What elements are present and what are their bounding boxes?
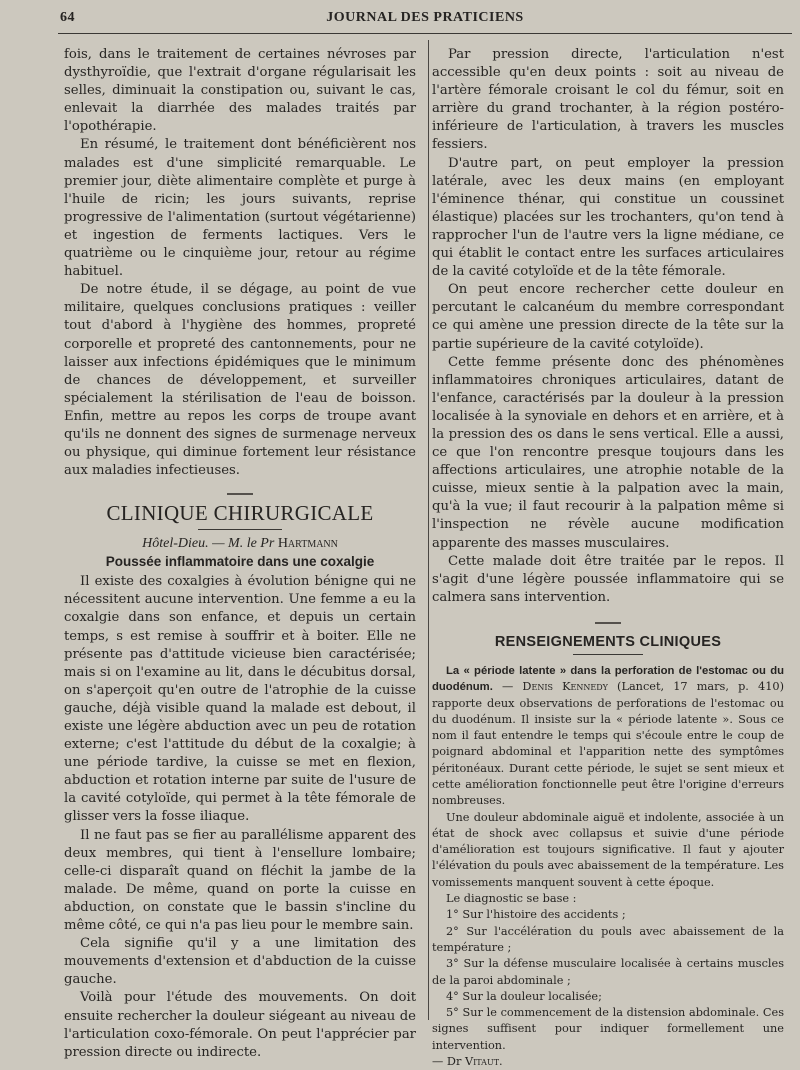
paragraph: Il ne faut pas se fier au parallélisme apparent des deux membres, qui tient à l'ensellure lombaire; celle-ci disparaît quand on fléchit la jambe de la malade. De même, quand on porte la cuisse en abduction, on constate que le bassin s'incline du même côté, ce qui n'a pas lieu pour le membre sain.	[64, 827, 416, 934]
paragraph: De notre étude, il se dégage, au point de vue militaire, quelques conclusions pratiques : veiller tout d'abord à l'hygiène des hommes, propreté corporelle et propreté des cantonnements, pour ne laisser aux infections épidémiques que le minimum de chances de développement, et surveiller spécialement la stérilisation de l'eau de boisson. Enfin, mettre au repos les corps de troupe avant qu'ils ne donnent des signes de surmenage nerveux ou physique, qui diminue fortement leur résistance aux maladies infectieuses.	[64, 282, 416, 479]
running-head	[60, 10, 790, 32]
column-divider	[428, 40, 429, 1020]
paragraph: Cette malade doit être traitée par le repos. Il s'agit d'une légère poussée inflammatoire qui se calmera sans intervention.	[432, 553, 784, 605]
paragraph: Une douleur abdominale aiguë et indolente, associée à un état de shock avec collapsus et suivie d'une période d'amélioration est toujours significative. Il faut y ajouter l'élévation du pouls avec abaissement de la température. Les vomissements manquent souvent à cette époque.	[432, 810, 784, 889]
section-rule	[573, 654, 643, 655]
article-intro: La « période latente » dans la perforation de l'estomac ou du duodénum. — Denis Kennedy (Lancet, 17 mars, p. 410) rapporte deux observations de perforations de l'estomac ou du duodénum. Il insiste sur la « période latente ». Sous ce nom il faut entendre le temps qui s'écoule entre le coup de poignard abdominal et l'apparition nette des symptômes péritonéaux. Durant cette période, le sujet se sent mieux et cette amélioration fonctionnelle peut être l'origine d'erreurs nombreuses.	[432, 664, 784, 808]
paragraph: Il existe des coxalgies à évolution bénigne qui ne nécessitent aucune intervention. Une femme a eu la coxalgie dans son enfance, et depuis un certain temps, s est remise à souffrir et à boiter. Elle ne présente pas d'attitude vicieuse bien caractérisée; mais si on l'examine au lit, dans le décubitus dorsal, on s'aperçoit qu'en outre de l'atrophie de la cuisse gauche, déjà visible quand la malade est debout, il existe une légère abduction avec un peu de rotation externe; c'est l'attitude du début de la coxalgie; à une période tardive, la cuisse se met en flexion, abduction et rotation interne par suite de l'usure de la cavité cotyloïde, qui permet à la tête fémorale de glisser vers la fosse iliaque.	[64, 574, 416, 825]
hospital-name: Hôtel-Dieu. — M. le Pr	[142, 536, 275, 552]
section-rule	[198, 529, 282, 530]
paragraph: On peut encore rechercher cette douleur en percutant le calcanéum du membre correspondant ce qui amène une pression directe de la tête sur la partie supérieure de la cavité cotyloïde).	[432, 282, 784, 352]
professor-name: Hartmann	[277, 536, 338, 552]
article-lead: La « période latente » dans la perforation de l'estomac ou du duodénum.	[432, 664, 784, 694]
paragraph: Voilà pour l'étude des mouvements. On doit ensuite rechercher la douleur siégeant au niveau de l'articulation coxo-fémorale. On peut l'apprécier par pression directe ou indirecte.	[64, 990, 416, 1060]
article-body: (Lancet, 17 mars, p. 410) rapporte deux observations de perforations de l'estomac ou du duodénum. Il insiste sur la « période latente ». Sous ce nom il faut entendre le temps qui s'écoule entre le coup de poignard abdominal et l'apparition nette des symptômes péritonéaux. Durant cette période, le sujet se sent mieux et cette amélioration fonctionnelle peut être l'origine d'erreurs nombreuses.	[432, 680, 784, 808]
hospital-line	[64, 536, 416, 552]
signature-prefix: — Dr	[432, 1055, 462, 1069]
section-title: RENSEIGNEMENTS CLINIQUES	[494, 633, 722, 650]
right-column	[432, 46, 784, 1070]
ornament-divider	[432, 615, 784, 624]
journal-title: JOURNAL DES PRATICIENS	[326, 10, 524, 25]
list-item: 1° Sur l'histoire des accidents ;	[446, 908, 626, 922]
page-number: 64	[60, 10, 75, 25]
header-rule	[58, 33, 792, 34]
list-item: 2° Sur l'accélération du pouls avec abaissement de la température ;	[432, 924, 784, 954]
paragraph: Le diagnostic se base :	[446, 892, 577, 906]
list-item: 4° Sur la douleur localisée;	[446, 989, 602, 1003]
signature-name: Vitaut.	[464, 1055, 503, 1069]
ornament-divider	[64, 486, 416, 495]
signature	[432, 1054, 784, 1070]
paragraph: Par pression directe, l'articulation n'est accessible qu'en deux points : soit au niveau de l'artère fémorale croisant le col du fémur, soit en arrière du grand trochanter, à la région postéro-inférieure de l'articulation, à travers les muscles fessiers.	[432, 47, 784, 153]
list-item: 5° Sur le commencement de la distension abdominale. Ces signes suffisent pour indiquer formellement une intervention.	[432, 1006, 784, 1052]
paragraph: D'autre part, on peut employer la pression latérale, avec les deux mains (en employant l'éminence thénar, qui constitue un coussinet élastique) placées sur les trochanters, qu'on tend à rapprocher l'un de l'autre vers la ligne médiane, ce qui établit le contact entre les surfaces articulaires de la cavité cotyloïde et de la tête fémorale.	[432, 155, 784, 280]
left-column	[64, 46, 416, 1062]
list-item: 3° Sur la défense musculaire localisée à certains muscles de la paroi abdominale ;	[432, 957, 784, 987]
paragraph: Cela signifie qu'il y a une limitation des mouvements d'extension et d'abduction de la cuisse gauche.	[64, 936, 416, 988]
paragraph: Cette femme présente donc des phénomènes inflammatoires chroniques articulaires, datant de l'enfance, caractérisés par la douleur à la pression localisée à la synoviale en dehors et en arrière, et à la pression des os dans le sens vertical. Elle a aussi, ce que l'on rencontre presque toujours dans les affections articulaires, une atrophie notable de la cuisse, mieux sentie à la palpation avec la main, qu'à la vue; il faut recourir à la palpation même si l'inspection ne révèle aucune modification apparente des masses musculaires.	[432, 354, 784, 551]
paragraph: fois, dans le traitement de certaines névroses par dysthyroïdie, que l'extrait d'organe régularisait les selles, diminuait la constipation ou, suivant le cas, enlevait la diarrhée des malades traités par l'opothérapie.	[64, 47, 416, 135]
section-title: CLINIQUE CHIRURGICALE	[106, 501, 374, 526]
paragraph: En résumé, le traitement dont bénéficièrent nos malades est d'une simplicité remarquable. Le premier jour, diète alimentaire complète et purge à l'huile de ricin; les jours suivants, reprise progressive de l'alimentation (surtout végétarienne) et ingestion de ferments lactiques. Vers le quatrième ou le cinquième jour, retour au régime habituel.	[64, 137, 416, 280]
article-author: Denis Kennedy	[522, 680, 608, 694]
article-subtitle: Poussée inflammatoire dans une coxalgie	[105, 554, 375, 570]
